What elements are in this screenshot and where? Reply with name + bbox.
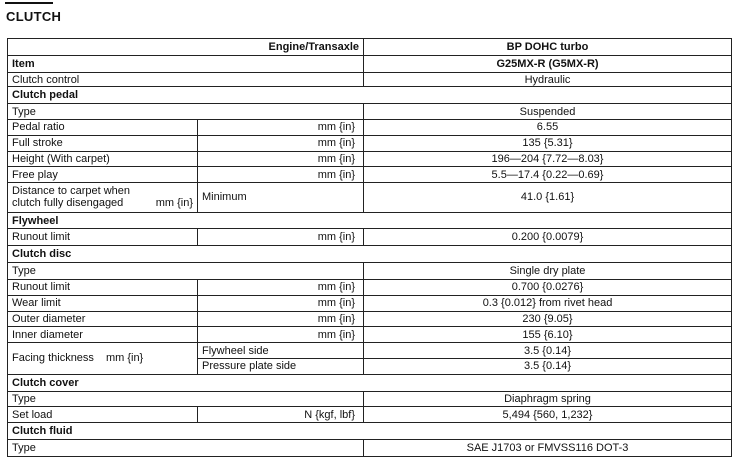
row-label: Outer diameter <box>8 311 198 327</box>
row-unit: mm {in} <box>198 280 364 296</box>
table-row <box>8 407 732 423</box>
row-label: Clutch control <box>8 72 364 87</box>
row-value: Single dry plate <box>364 263 732 280</box>
page-title: CLUTCH <box>6 9 62 24</box>
facing-thickness-label: Facing thickness <box>12 352 94 365</box>
row-unit: mm {in} <box>198 135 364 151</box>
row-value: 3.5 {0.14} <box>364 343 732 359</box>
row-label: Runout limit <box>8 280 198 296</box>
row-label: Full stroke <box>8 135 198 151</box>
row-unit: N {kgf, lbf} <box>198 407 364 423</box>
section-row <box>8 212 732 229</box>
row-label: Type <box>8 263 364 280</box>
clutch-spec-table <box>7 38 732 457</box>
facing-thickness-label-cell <box>8 343 198 375</box>
row-label: Free play <box>8 167 198 183</box>
row-label: Height (With carpet) <box>8 151 198 167</box>
table-row <box>8 72 732 87</box>
table-row <box>8 229 732 246</box>
row-value: Suspended <box>364 104 732 120</box>
table-row <box>8 263 732 280</box>
row-label: Wear limit <box>8 295 198 311</box>
row-sub-label: Pressure plate side <box>198 358 364 374</box>
section-clutch-pedal: Clutch pedal <box>8 87 732 104</box>
row-unit: mm {in} <box>198 229 364 246</box>
row-value: 230 {9.05} <box>364 311 732 327</box>
row-unit: mm {in} <box>198 327 364 343</box>
row-value: 135 {5.31} <box>364 135 732 151</box>
row-value: 155 {6.10} <box>364 327 732 343</box>
table-row <box>8 439 732 456</box>
row-sub-label: Minimum <box>198 183 364 212</box>
distance-label: Distance to carpet when clutch fully disengaged <box>12 185 131 210</box>
row-sub-label: Flywheel side <box>198 343 364 359</box>
row-label: Type <box>8 439 364 456</box>
table-row <box>8 151 732 167</box>
row-label-distance <box>8 183 198 212</box>
row-unit: mm {in} <box>198 120 364 136</box>
row-value: 41.0 {1.61} <box>364 183 732 212</box>
row-value: 5.5—17.4 {0.22—0.69} <box>364 167 732 183</box>
row-label: Type <box>8 391 364 407</box>
row-value: Hydraulic <box>364 72 732 87</box>
row-unit: mm {in} <box>198 295 364 311</box>
row-value: 196—204 {7.72—8.03} <box>364 151 732 167</box>
row-value: Diaphragm spring <box>364 391 732 407</box>
section-row <box>8 423 732 440</box>
item-header: Item <box>8 55 364 72</box>
section-row <box>8 246 732 263</box>
row-unit: mm {in} <box>198 151 364 167</box>
table-row <box>8 104 732 120</box>
table-row <box>8 280 732 296</box>
row-value: 0.700 {0.0276} <box>364 280 732 296</box>
row-value: 3.5 {0.14} <box>364 358 732 374</box>
row-value: SAE J1703 or FMVSS116 DOT-3 <box>364 439 732 456</box>
table-row <box>8 135 732 151</box>
row-unit: mm {in} <box>198 311 364 327</box>
row-value: 5,494 {560, 1,232} <box>364 407 732 423</box>
engine-header: BP DOHC turbo <box>364 39 732 56</box>
section-clutch-fluid: Clutch fluid <box>8 423 732 440</box>
row-label: Pedal ratio <box>8 120 198 136</box>
row-value: 0.200 {0.0079} <box>364 229 732 246</box>
section-row <box>8 87 732 104</box>
table-row <box>8 343 732 359</box>
section-clutch-disc: Clutch disc <box>8 246 732 263</box>
table-row <box>8 295 732 311</box>
row-unit: mm {in} <box>198 167 364 183</box>
row-label: Set load <box>8 407 198 423</box>
table-row <box>8 120 732 136</box>
facing-thickness-unit: mm {in} <box>105 352 144 365</box>
section-clutch-cover: Clutch cover <box>8 374 732 391</box>
row-value: 6.55 <box>364 120 732 136</box>
section-row <box>8 374 732 391</box>
title-rule <box>5 2 53 4</box>
row-label: Runout limit <box>8 229 198 246</box>
table-row <box>8 183 732 212</box>
engine-transaxle-header: Engine/Transaxle <box>8 39 364 56</box>
row-label: Type <box>8 104 364 120</box>
distance-unit: mm {in} <box>155 197 193 210</box>
table-row <box>8 311 732 327</box>
transaxle-header: G25MX-R (G5MX-R) <box>364 55 732 72</box>
row-value: 0.3 {0.012} from rivet head <box>364 295 732 311</box>
header-row-item <box>8 55 732 72</box>
table-row <box>8 167 732 183</box>
table-row <box>8 327 732 343</box>
header-row-engine <box>8 39 732 56</box>
table-row <box>8 391 732 407</box>
row-label: Inner diameter <box>8 327 198 343</box>
section-flywheel: Flywheel <box>8 212 732 229</box>
